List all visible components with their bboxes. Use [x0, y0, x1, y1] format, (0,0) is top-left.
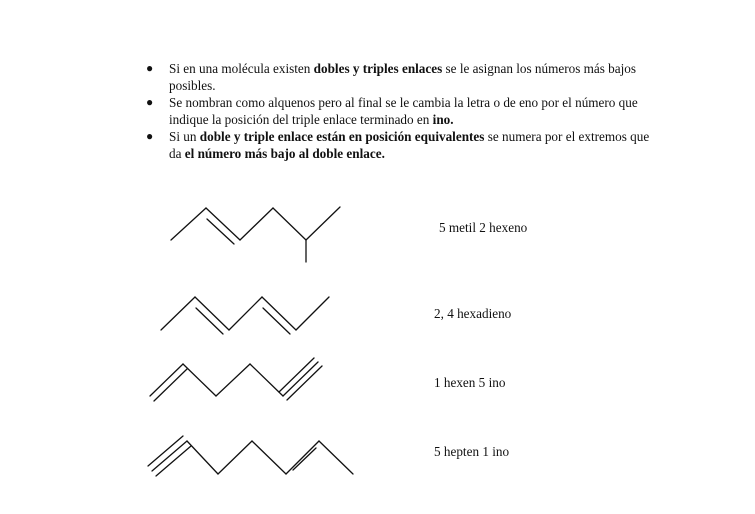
double-bond-line	[207, 219, 234, 244]
compound-name-1: 5 metil 2 hexeno	[439, 220, 528, 235]
bullet-icon: ●	[146, 61, 154, 75]
double-bond-line	[262, 297, 296, 330]
bullet-icon: ●	[146, 129, 154, 143]
bullet-icon: ●	[146, 95, 154, 109]
double-bond-line	[286, 441, 319, 474]
structure-2-4-hexadieno	[161, 297, 329, 334]
triple-bond-line	[283, 362, 318, 396]
compound-name-3: 1 hexen 5 ino	[434, 375, 506, 390]
rule-segment: se le asignan los números más bajos posibles.	[169, 61, 636, 93]
bond	[218, 441, 252, 474]
triple-bond-line	[148, 436, 183, 466]
rule-segment: se numera por el extremos que da	[169, 129, 650, 161]
rule-bold-segment: ino.	[432, 112, 454, 127]
rule-bold-segment: el número más bajo al doble enlace.	[184, 146, 385, 161]
structure-5-hepten-1-ino	[148, 436, 353, 476]
rule-bold-segment: doble y triple enlace están en posición equivalentes	[199, 129, 485, 144]
double-bond-line	[150, 364, 183, 396]
bond	[250, 364, 283, 396]
rule-segment: Si en una molécula existen	[169, 61, 314, 76]
bond	[306, 207, 340, 240]
triple-bond-line	[287, 366, 322, 400]
bond	[252, 441, 286, 474]
bond	[240, 208, 273, 240]
double-bond-line	[206, 208, 240, 240]
bond	[171, 208, 206, 240]
compound-name-2: 2, 4 hexadieno	[434, 306, 512, 321]
double-bond-line	[293, 448, 316, 470]
double-bond-line	[154, 369, 187, 401]
bond	[161, 297, 195, 330]
bond	[183, 364, 216, 396]
rule-bold-segment: dobles y triples enlaces	[313, 61, 443, 76]
rule-segment: Se nombran como alquenos pero al final se le cambia la letra o de eno por el número que indique la posición del triple enlace terminado en	[169, 95, 638, 127]
structure-5-metil-2-hexeno	[171, 207, 340, 262]
bond	[273, 208, 306, 240]
bond	[187, 441, 218, 474]
bond	[216, 364, 250, 396]
bond	[319, 441, 353, 474]
compound-name-4: 5 hepten 1 ino	[434, 444, 510, 459]
rule-segment: Si un	[169, 129, 200, 144]
bond	[296, 297, 329, 330]
double-bond-line	[195, 297, 229, 330]
triple-bond-line	[152, 441, 187, 471]
bond	[229, 297, 262, 330]
triple-bond-line	[279, 358, 314, 392]
structure-1-hexen-5-ino	[150, 358, 322, 401]
triple-bond-line	[156, 446, 191, 476]
